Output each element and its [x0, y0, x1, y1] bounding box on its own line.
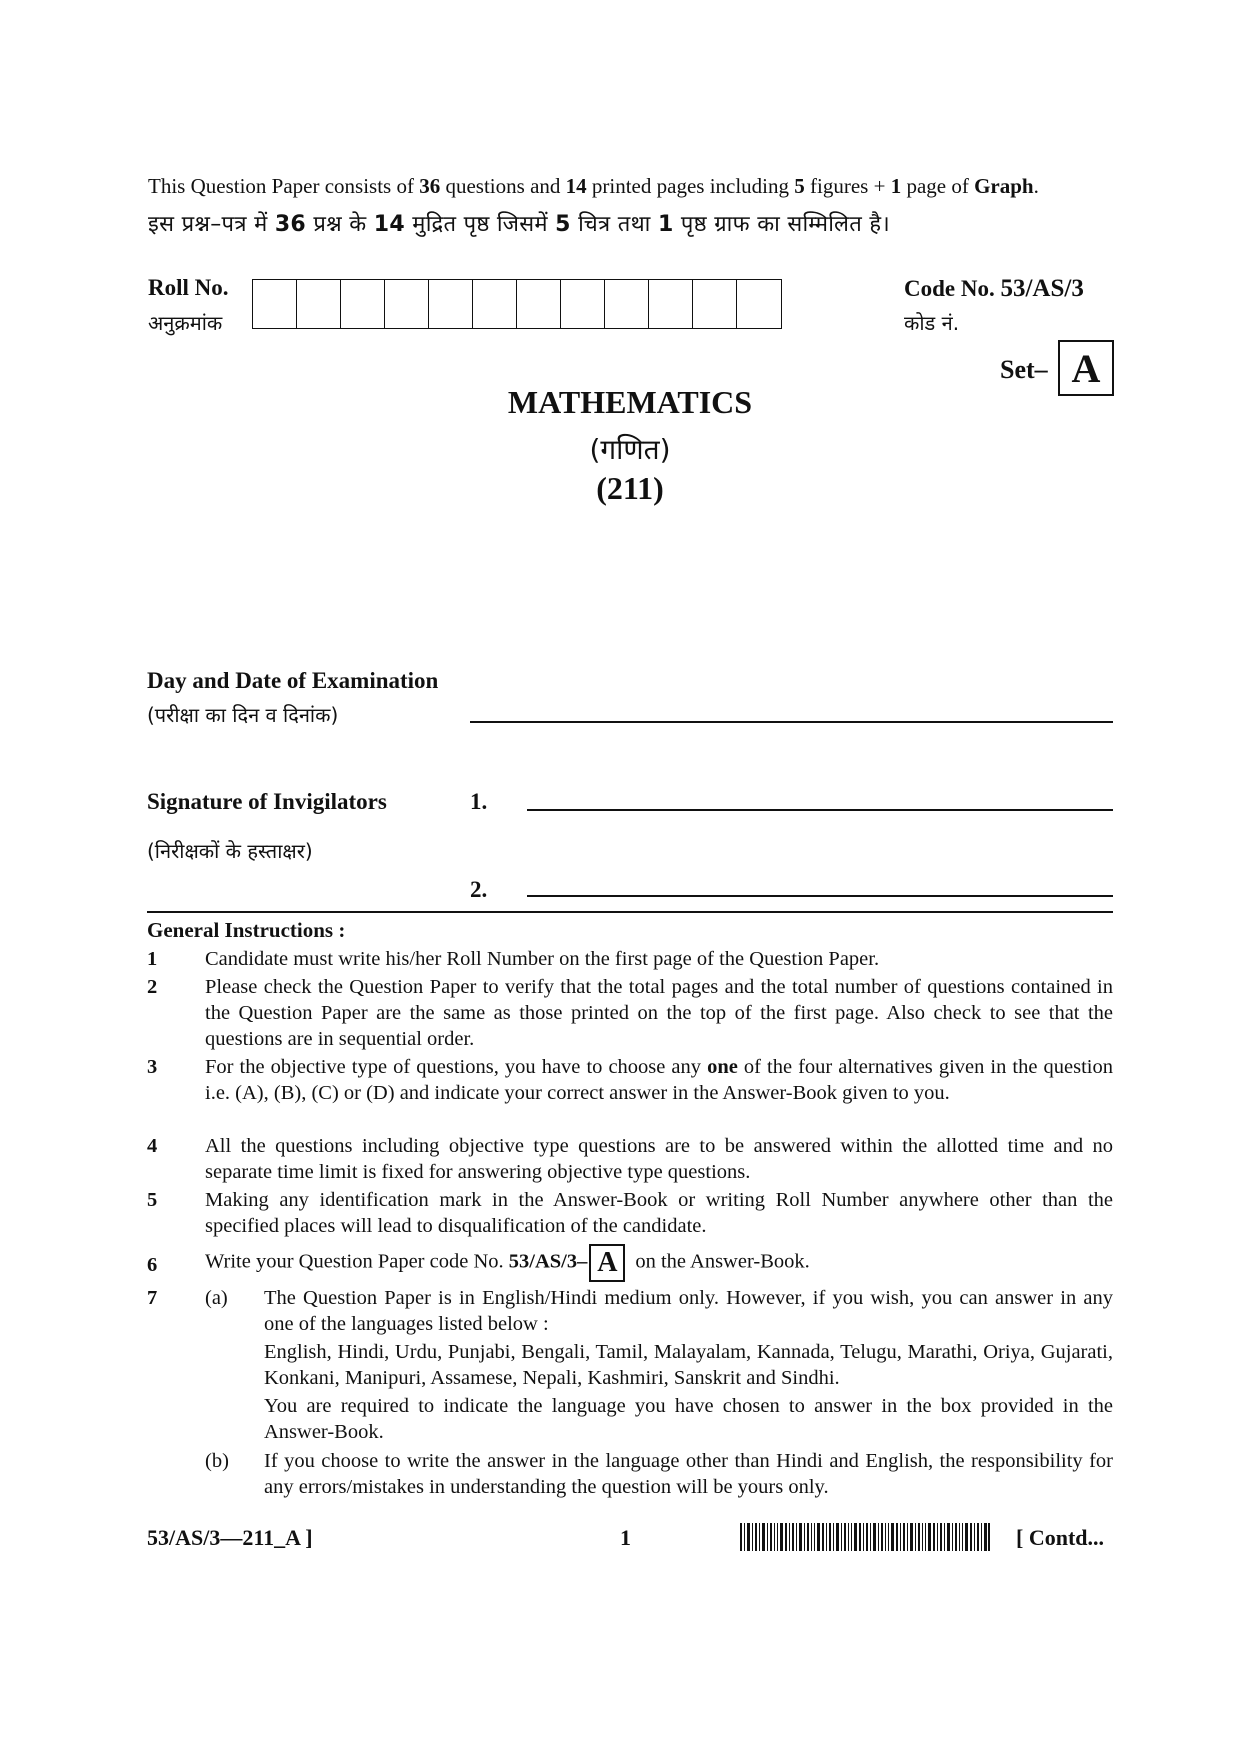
- roll-digit-box[interactable]: [385, 280, 429, 328]
- invigilator-signature-line-1[interactable]: [527, 809, 1113, 811]
- instruction-number: 4: [147, 1135, 158, 1157]
- code-label-hindi: कोड नं.: [904, 311, 960, 335]
- roll-digit-box[interactable]: [693, 280, 737, 328]
- subject-title: MATHEMATICS: [507, 384, 753, 420]
- roll-digit-box[interactable]: [253, 280, 297, 328]
- set-label: Set–: [1000, 355, 1048, 384]
- roll-label-hindi: अनुक्रमांक: [148, 311, 223, 335]
- instruction-text: Candidate must write his/her Roll Number on the first page of the Question Paper.: [205, 948, 880, 970]
- instruction-text: Write your Question Paper code No. 53/AS/3– A on the Answer-Book.: [205, 1244, 1113, 1282]
- invigilator-number-1: 1.: [470, 789, 488, 814]
- roll-digit-box[interactable]: [605, 280, 649, 328]
- roll-digit-box[interactable]: [429, 280, 473, 328]
- roll-number-boxes[interactable]: [252, 279, 782, 329]
- subject-code: (211): [596, 470, 664, 506]
- code-value: 53/AS/3: [1000, 275, 1084, 302]
- roll-digit-box[interactable]: [517, 280, 561, 328]
- instruction-text: If you choose to write the answer in the language other than Hindi and English, the responsibility for any errors/mistakes in understanding the question will be yours only.: [264, 1450, 1113, 1498]
- instruction-text: Please check the Question Paper to verify that the total pages and the total number of questions contained in the Question Paper are the same as those printed on the top of the first page. Also check to see that the questions are in sequential order.: [205, 976, 1113, 1050]
- general-instructions-title: General Instructions :: [147, 918, 346, 942]
- instruction-number: 5: [147, 1189, 158, 1211]
- roll-digit-box[interactable]: [737, 280, 781, 328]
- invigilator-number-2: 2.: [470, 877, 488, 902]
- instruction-number: 7: [147, 1287, 158, 1309]
- code-label: Code No. 53/AS/3: [904, 275, 1084, 302]
- roll-digit-box[interactable]: [473, 280, 517, 328]
- set-box: A: [1058, 340, 1114, 396]
- set-code-box: A: [589, 1244, 625, 1282]
- roll-digit-box[interactable]: [561, 280, 605, 328]
- instruction-sub-label: (a): [205, 1287, 228, 1309]
- roll-label: Roll No.: [148, 275, 229, 300]
- exam-date-line[interactable]: [470, 721, 1113, 723]
- roll-digit-box[interactable]: [297, 280, 341, 328]
- invigilator-label: Signature of Invigilators: [147, 789, 387, 814]
- continued-label: [ Contd...: [1016, 1525, 1105, 1550]
- intro-english: This Question Paper consists of 36 questions and 14 printed pages including 5 figures + 1 page of Graph.: [148, 174, 1039, 198]
- exam-date-label-hindi: (परीक्षा का दिन व दिनांक): [147, 703, 339, 727]
- instruction-number: 2: [147, 976, 158, 998]
- invigilator-signature-line-2[interactable]: [527, 895, 1113, 897]
- subject-title-hindi: (गणित): [589, 433, 671, 466]
- instruction-text: All the questions including objective type questions are to be answered within the allotted time and no separate time limit is fixed for answering objective type questions.: [205, 1135, 1113, 1183]
- page-number: 1: [620, 1525, 631, 1550]
- intro-hindi: इस प्रश्न–पत्र में 36 प्रश्न के 14 मुद्रित पृष्ठ जिसमें 5 चित्र तथा 1 पृष्ठ ग्राफ का सम्मिलित है।: [148, 212, 890, 237]
- section-divider: [147, 911, 1113, 913]
- instruction-sub-label: (b): [205, 1450, 229, 1472]
- instruction-text: For the objective type of questions, you have to choose any one of the four alternatives given in the question i.e. (A), (B), (C) or (D) and indicate your correct answer in the Answer-Book given to you.: [205, 1056, 1113, 1104]
- footer-code: 53/AS/3—211_A ]: [147, 1525, 313, 1550]
- exam-date-label: Day and Date of Examination: [147, 668, 439, 693]
- roll-digit-box[interactable]: [341, 280, 385, 328]
- instruction-text: The Question Paper is in English/Hindi medium only. However, if you wish, you can answer in any one of the languages listed below :: [264, 1287, 1113, 1335]
- roll-digit-box[interactable]: [649, 280, 693, 328]
- instruction-text: English, Hindi, Urdu, Punjabi, Bengali, Tamil, Malayalam, Kannada, Telugu, Marathi, Oriya, Gujarati, Konkani, Manipuri, Assamese, Nepali, Kashmiri, Sanskrit and Sindhi.: [264, 1341, 1113, 1389]
- instruction-text: Making any identification mark in the Answer-Book or writing Roll Number anywhere other than the specified places will lead to disqualification of the candidate.: [205, 1189, 1113, 1237]
- invigilator-label-hindi: (निरीक्षकों के हस्ताक्षर): [147, 839, 313, 863]
- instruction-text: You are required to indicate the language you have chosen to answer in the box provided in the Answer-Book.: [264, 1395, 1113, 1443]
- instruction-number: 6: [147, 1254, 158, 1276]
- barcode: [740, 1523, 990, 1551]
- instruction-number: 3: [147, 1056, 158, 1078]
- instruction-number: 1: [147, 948, 158, 970]
